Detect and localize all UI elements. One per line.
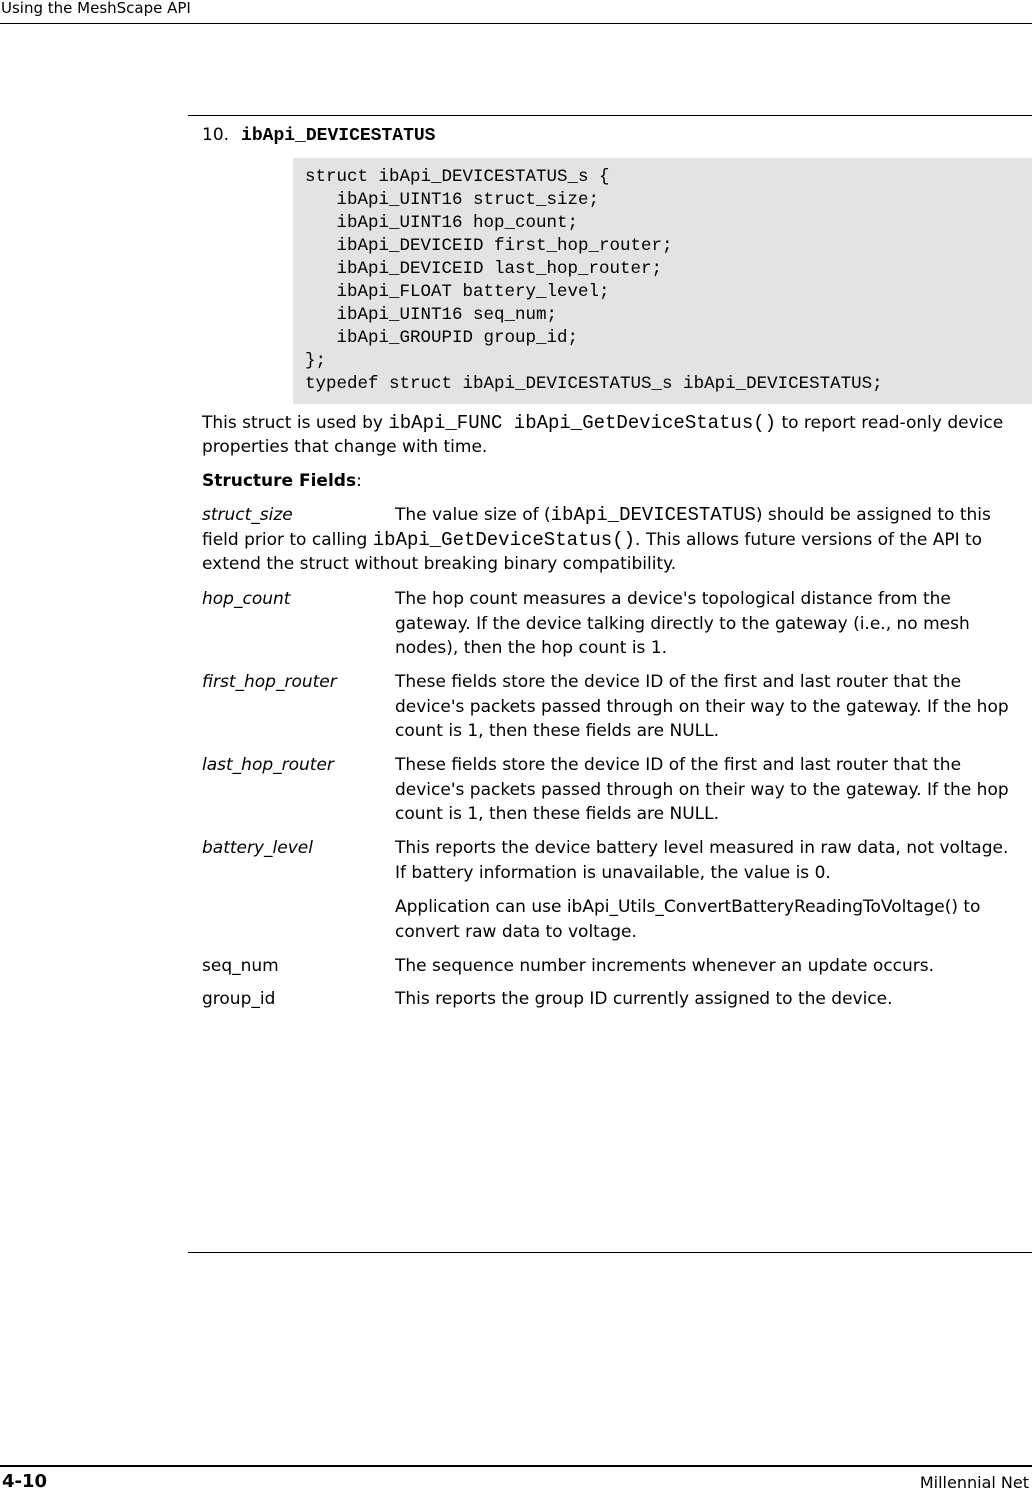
code-line: ibApi_GROUPID group_id; xyxy=(305,328,579,348)
code-line: ibApi_UINT16 hop_count; xyxy=(305,213,579,233)
field-name: battery_level xyxy=(202,838,313,858)
field-first-hop-router xyxy=(202,670,1024,744)
section-top-rule xyxy=(188,115,1032,116)
running-header xyxy=(0,0,1032,24)
structure-fields-label: Structure Fields xyxy=(202,471,357,491)
code-line: ibApi_UINT16 struct_size; xyxy=(305,190,600,210)
field-seq-num xyxy=(202,954,1024,979)
field-description: These fields store the device ID of the first and last router that the device's packets passed through on their way to the gateway. If the hop count is 1, then these fields are NULL. xyxy=(395,672,1009,741)
field-name: last_hop_router xyxy=(202,755,334,775)
field-description: The sequence number increments whenever an update occurs. xyxy=(395,956,935,976)
field-description: These fields store the device ID of the first and last router that the device's packets passed through on their way to the gateway. If the hop count is 1, then these fields are NULL. xyxy=(395,755,1009,824)
field-name: seq_num xyxy=(202,956,279,976)
field-desc-text: . This allows future versions of the API to extend the struct without breaking binary compatibility. xyxy=(202,529,983,574)
code-line: ibApi_DEVICEID last_hop_router; xyxy=(305,259,663,279)
field-desc-text: ) should be assigned to this field prior to calling xyxy=(202,505,991,550)
field-name: first_hop_router xyxy=(202,672,337,692)
field-struct-size xyxy=(202,503,1024,577)
section-name: ibApi_DEVICESTATUS xyxy=(241,126,436,146)
page-number: 4-10 xyxy=(2,1471,48,1492)
structure-fields-colon: : xyxy=(356,471,362,491)
field-group-id xyxy=(202,987,1024,1012)
footer-rule xyxy=(0,1465,1032,1467)
header-title: Using the MeshScape API xyxy=(1,0,191,17)
field-name: group_id xyxy=(202,989,276,1009)
structure-fields-heading xyxy=(202,469,1017,493)
code-block xyxy=(293,158,1032,404)
field-desc-code: ibApi_DEVICESTATUS xyxy=(550,504,756,526)
field-description: This reports the group ID currently assigned to the device. xyxy=(395,989,893,1009)
code-line: ibApi_UINT16 seq_num; xyxy=(305,305,558,325)
code-line: ibApi_FLOAT battery_level; xyxy=(305,282,610,302)
code-line: }; xyxy=(305,351,327,371)
intro-function-name: ibApi_FUNC ibApi_GetDeviceStatus() xyxy=(388,412,777,434)
section-bottom-rule xyxy=(188,1252,1032,1253)
intro-text-before: This struct is used by xyxy=(202,413,389,433)
field-last-hop-router xyxy=(202,753,1024,827)
field-description xyxy=(202,503,1024,577)
field-name: struct_size xyxy=(202,505,293,525)
code-line: struct ibApi_DEVICESTATUS_s { xyxy=(305,167,610,187)
intro-text-after: to report read-only device properties that change with time. xyxy=(202,413,1004,457)
field-desc-text: The value size of ( xyxy=(395,505,551,525)
field-description: This reports the device battery level measured in raw data, not voltage. If battery information is unavailable, the value is 0. xyxy=(395,838,1009,883)
code-line: typedef struct ibApi_DEVICESTATUS_s ibApi_DEVICESTATUS; xyxy=(305,374,883,394)
field-description: The hop count measures a device's topological distance from the gateway. If the device talking directly to the gateway (i.e., no mesh nodes), then the hop count is 1. xyxy=(395,589,970,658)
field-battery-level xyxy=(202,836,1024,885)
intro-paragraph xyxy=(202,411,1017,459)
publisher-name: Millennial Net xyxy=(919,1473,1029,1492)
field-name: hop_count xyxy=(202,589,291,609)
battery-level-note: Application can use ibApi_Utils_ConvertBatteryReadingToVoltage() to convert raw data to voltage. xyxy=(395,897,981,942)
section-number: 10. xyxy=(202,125,230,145)
code-line: ibApi_DEVICEID first_hop_router; xyxy=(305,236,673,256)
field-hop-count xyxy=(202,587,1024,661)
section-title xyxy=(202,124,435,147)
field-desc-code: ibApi_GetDeviceStatus() xyxy=(372,528,636,551)
